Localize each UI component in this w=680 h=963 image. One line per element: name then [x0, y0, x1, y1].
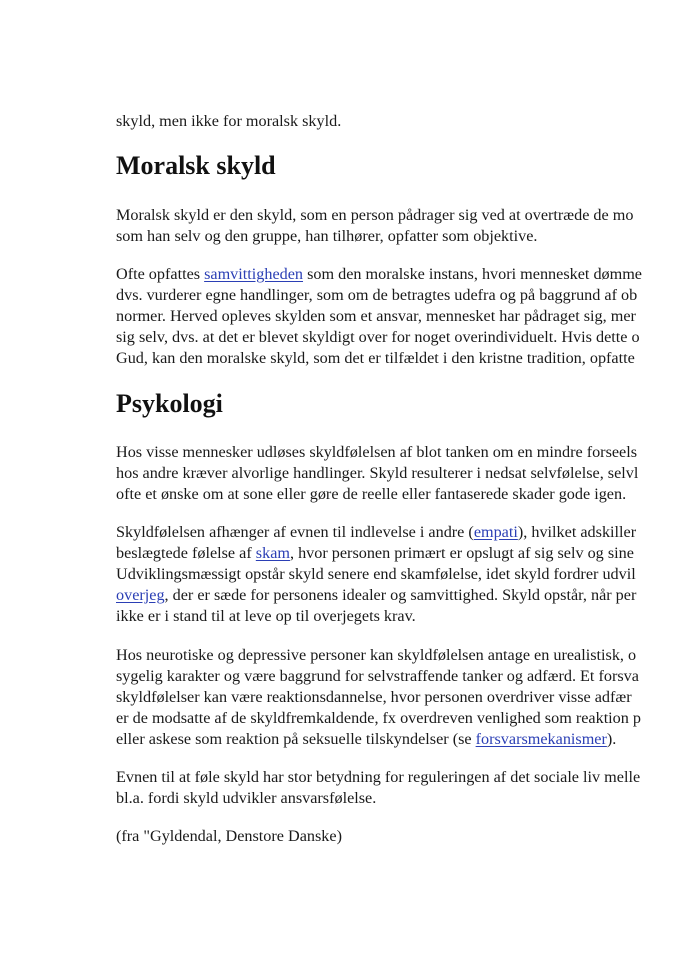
link-empati[interactable]: empati [473, 523, 518, 541]
intro-line: skyld, men ikke for moralsk skyld. [116, 112, 342, 130]
text-span: eller askese som reaktion på seksuelle tilskyndelser (se [116, 730, 476, 748]
text-span: , hvor personen primært er opslugt af sig selv og sine [289, 544, 634, 562]
psych-p3-line-4: er de modsatte af de skyldfremkaldende, fx overdreven venlighed som reaktion p [116, 709, 642, 727]
heading-moralsk-skyld: Moralsk skyld [116, 151, 276, 180]
psych-p2-line-5: ikke er i stand til at leve op til overjegets krav. [116, 607, 416, 625]
psych-p2-line-4 [116, 585, 636, 605]
text-span: som den moralske instans, hvori mennesket dømme [303, 265, 642, 283]
text-span: Skyldfølelsen afhænger af evnen til indlevelse i andre ( [116, 523, 474, 541]
psych-p3-line-2: sygelig karakter og være baggrund for selvstraffende tanker og adfærd. Et forsva [116, 667, 639, 685]
psych-p2-line-3: Udviklingsmæssigt opstår skyld senere end skamfølelse, idet skyld fordrer udvil [116, 565, 636, 583]
moral-p1-line-1: Moralsk skyld er den skyld, som en person pådrager sig ved at overtræde de mo [116, 206, 634, 224]
psych-p4-line-1: Evnen til at føle skyld har stor betydning for reguleringen af det sociale liv melle [116, 768, 641, 786]
psych-p3-line-1: Hos neurotiske og depressive personer kan skyldfølelsen antage en urealistisk, o [116, 646, 637, 664]
psych-p2-line-1 [116, 522, 636, 542]
psych-p3-line-3: skyldfølelser kan være reaktionsdannelse, hvor personen overdriver visse adfær [116, 688, 632, 706]
psych-p1-line-3: ofte et ønske om at sone eller gøre de reelle eller fantaserede skader gode igen. [116, 485, 627, 503]
text-span: beslægtede følelse af [116, 544, 256, 562]
psych-p4-line-2: bl.a. fordi skyld udvikler ansvarsfølelse. [116, 789, 377, 807]
moral-p1-line-2: som han selv og den gruppe, han tilhører, opfatter som objektive. [116, 227, 538, 245]
link-forsvarsmekanismer[interactable]: forsvarsmekanismer [475, 730, 607, 748]
psych-p1-line-2: hos andre kræver alvorlige handlinger. Skyld resulterer i nedsat selvfølelse, selvl [116, 464, 639, 482]
link-skam[interactable]: skam [255, 544, 290, 562]
moral-p2-line-3: normer. Herved opleves skylden som et ansvar, mennesket har pådraget sig, mer [116, 307, 636, 325]
link-overjeg[interactable]: overjeg [116, 586, 165, 604]
moral-p2-line-4: sig selv, dvs. at det er blevet skyldigt over for noget overindividuelt. Hvis dette o [116, 328, 640, 346]
text-span: Ofte opfattes [116, 265, 205, 283]
moral-p2-line-5: Gud, kan den moralske skyld, som det er tilfældet i den kristne tradition, opfatte [116, 349, 635, 367]
text-span: , der er sæde for personens idealer og samvittighed. Skyld opstår, når per [164, 586, 637, 604]
moral-p2-line-2: dvs. vurderer egne handlinger, som om de betragtes udefra og på baggrund af ob [116, 286, 638, 304]
text-span: ), hvilket adskiller [517, 523, 637, 541]
source-citation: (fra "Gyldendal, Denstore Danske) [116, 827, 342, 845]
psych-p2-line-2 [116, 543, 634, 563]
heading-psykologi: Psykologi [116, 389, 223, 418]
psych-p3-line-5 [116, 729, 616, 749]
text-span: ). [606, 730, 617, 748]
moral-p2-line-1 [116, 264, 642, 284]
link-samvittigheden[interactable]: samvittigheden [204, 265, 304, 283]
psych-p1-line-1: Hos visse mennesker udløses skyldfølelsen af blot tanken om en mindre forseels [116, 443, 638, 461]
